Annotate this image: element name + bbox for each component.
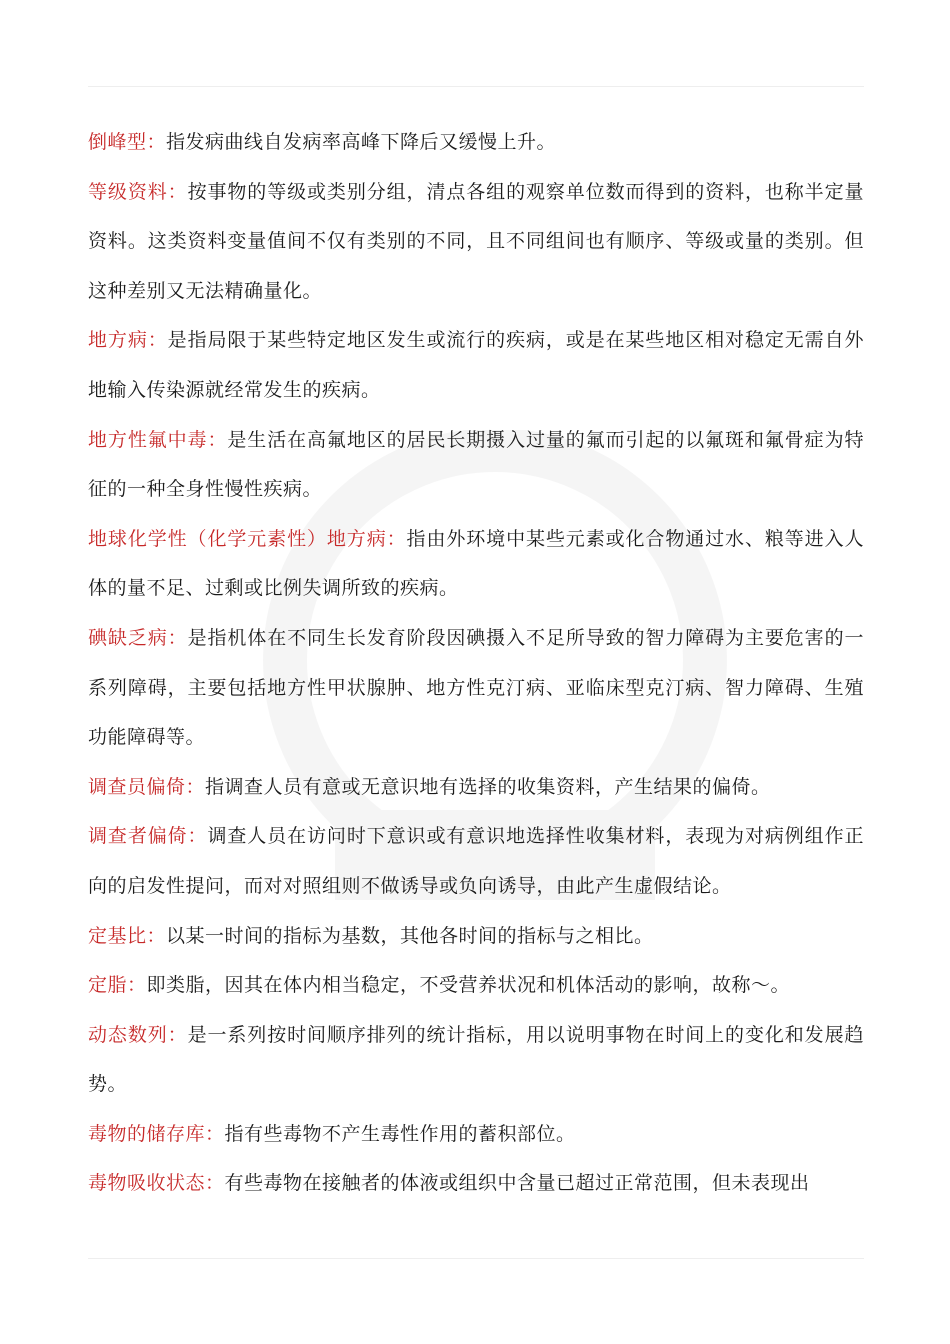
glossary-entry xyxy=(88,1159,864,1209)
glossary-content xyxy=(88,118,864,1209)
entry-term: 等级资料 xyxy=(88,180,168,203)
entry-definition: 指发病曲线自发病率高峰下降后又缓慢上升。 xyxy=(166,131,557,153)
bottom-divider xyxy=(88,1258,864,1259)
entry-separator: ： xyxy=(205,1122,225,1145)
entry-separator: ： xyxy=(146,131,167,153)
entry-term: 地球化学性（化学元素性）地方病 xyxy=(88,527,387,550)
entry-term: 定基比 xyxy=(88,924,147,947)
entry-definition: 指由外环境中某些元素或化合物通过水、粮等进入人体的量不足、过剩或比例失调所致的疾病。 xyxy=(88,527,864,600)
entry-separator: ： xyxy=(167,1023,188,1046)
entry-term: 调查者偏倚 xyxy=(88,825,188,848)
entry-term: 定脂 xyxy=(88,974,128,997)
glossary-entry xyxy=(88,316,864,415)
entry-separator: ： xyxy=(167,626,188,649)
entry-term: 地方性氟中毒 xyxy=(88,428,208,451)
entry-separator: ： xyxy=(187,825,208,848)
entry-definition: 以某一时间的指标为基数，其他各时间的指标与之相比。 xyxy=(166,924,654,947)
entry-definition: 是指局限于某些特定地区发生或流行的疾病，或是在某些地区相对稳定无需自外地输入传染源就经常发生的疾病。 xyxy=(88,329,864,401)
entry-separator: ： xyxy=(207,428,228,451)
entry-definition: 按事物的等级或类别分组，清点各组的观察单位数而得到的资料，也称半定量资料。这类资料变量值间不仅有类别的不同，且不同组间也有顺序、等级或量的类别。但这种差别又无法精确量化。 xyxy=(88,180,864,302)
entry-separator: ： xyxy=(386,527,407,550)
entry-term: 毒物吸收状态 xyxy=(88,1172,206,1195)
glossary-entry xyxy=(88,912,864,962)
entry-term: 地方病 xyxy=(88,329,148,352)
top-divider xyxy=(88,86,864,87)
glossary-entry xyxy=(88,515,864,614)
glossary-entry xyxy=(88,614,864,763)
entry-definition: 是指机体在不同生长发育阶段因碘摄入不足所导致的智力障碍为主要危害的一系列障碍，主要包括地方性甲状腺肿、地方性克汀病、亚临床型克汀病、智力障碍、生殖功能障碍等。 xyxy=(88,626,864,749)
entry-definition: 指有些毒物不产生毒性作用的蓄积部位。 xyxy=(224,1122,576,1145)
entry-separator: ： xyxy=(185,775,206,798)
entry-definition: 调查人员在访问时下意识或有意识地选择性收集材料，表现为对病例组作正向的启发性提问，而对对照组则不做诱导或负向诱导，由此产生虚假结论。 xyxy=(88,825,864,897)
glossary-entry xyxy=(88,1110,864,1160)
entry-term: 调查员偏倚 xyxy=(88,775,186,798)
entry-definition: 有些毒物在接触者的体液或组织中含量已超过正常范围，但未表现出 xyxy=(224,1172,810,1195)
entry-definition: 是一系列按时间顺序排列的统计指标，用以说明事物在时间上的变化和发展趋势。 xyxy=(88,1023,864,1096)
glossary-entry xyxy=(88,1011,864,1110)
entry-definition: 指调查人员有意或无意识地有选择的收集资料，产生结果的偏倚。 xyxy=(205,775,771,798)
glossary-entry xyxy=(88,416,864,515)
glossary-entry xyxy=(88,118,864,168)
entry-term: 毒物的储存库 xyxy=(88,1122,206,1145)
glossary-entry xyxy=(88,763,864,813)
entry-term: 动态数列 xyxy=(88,1023,168,1046)
entry-definition: 即类脂，因其在体内相当稳定，不受营养状况和机体活动的影响，故称～。 xyxy=(146,974,791,997)
entry-separator: ： xyxy=(167,180,188,203)
glossary-entry xyxy=(88,168,864,317)
entry-separator: ： xyxy=(147,329,168,352)
glossary-entry xyxy=(88,812,864,911)
entry-term: 倒峰型 xyxy=(88,131,147,153)
entry-separator: ： xyxy=(146,924,167,947)
entry-separator: ： xyxy=(127,974,147,997)
glossary-entry xyxy=(88,961,864,1011)
entry-definition: 是生活在高氟地区的居民长期摄入过量的氟而引起的以氟斑和氟骨症为特征的一种全身性慢性疾病。 xyxy=(88,428,864,501)
entry-separator: ： xyxy=(205,1172,225,1195)
entry-term: 碘缺乏病 xyxy=(88,626,168,649)
